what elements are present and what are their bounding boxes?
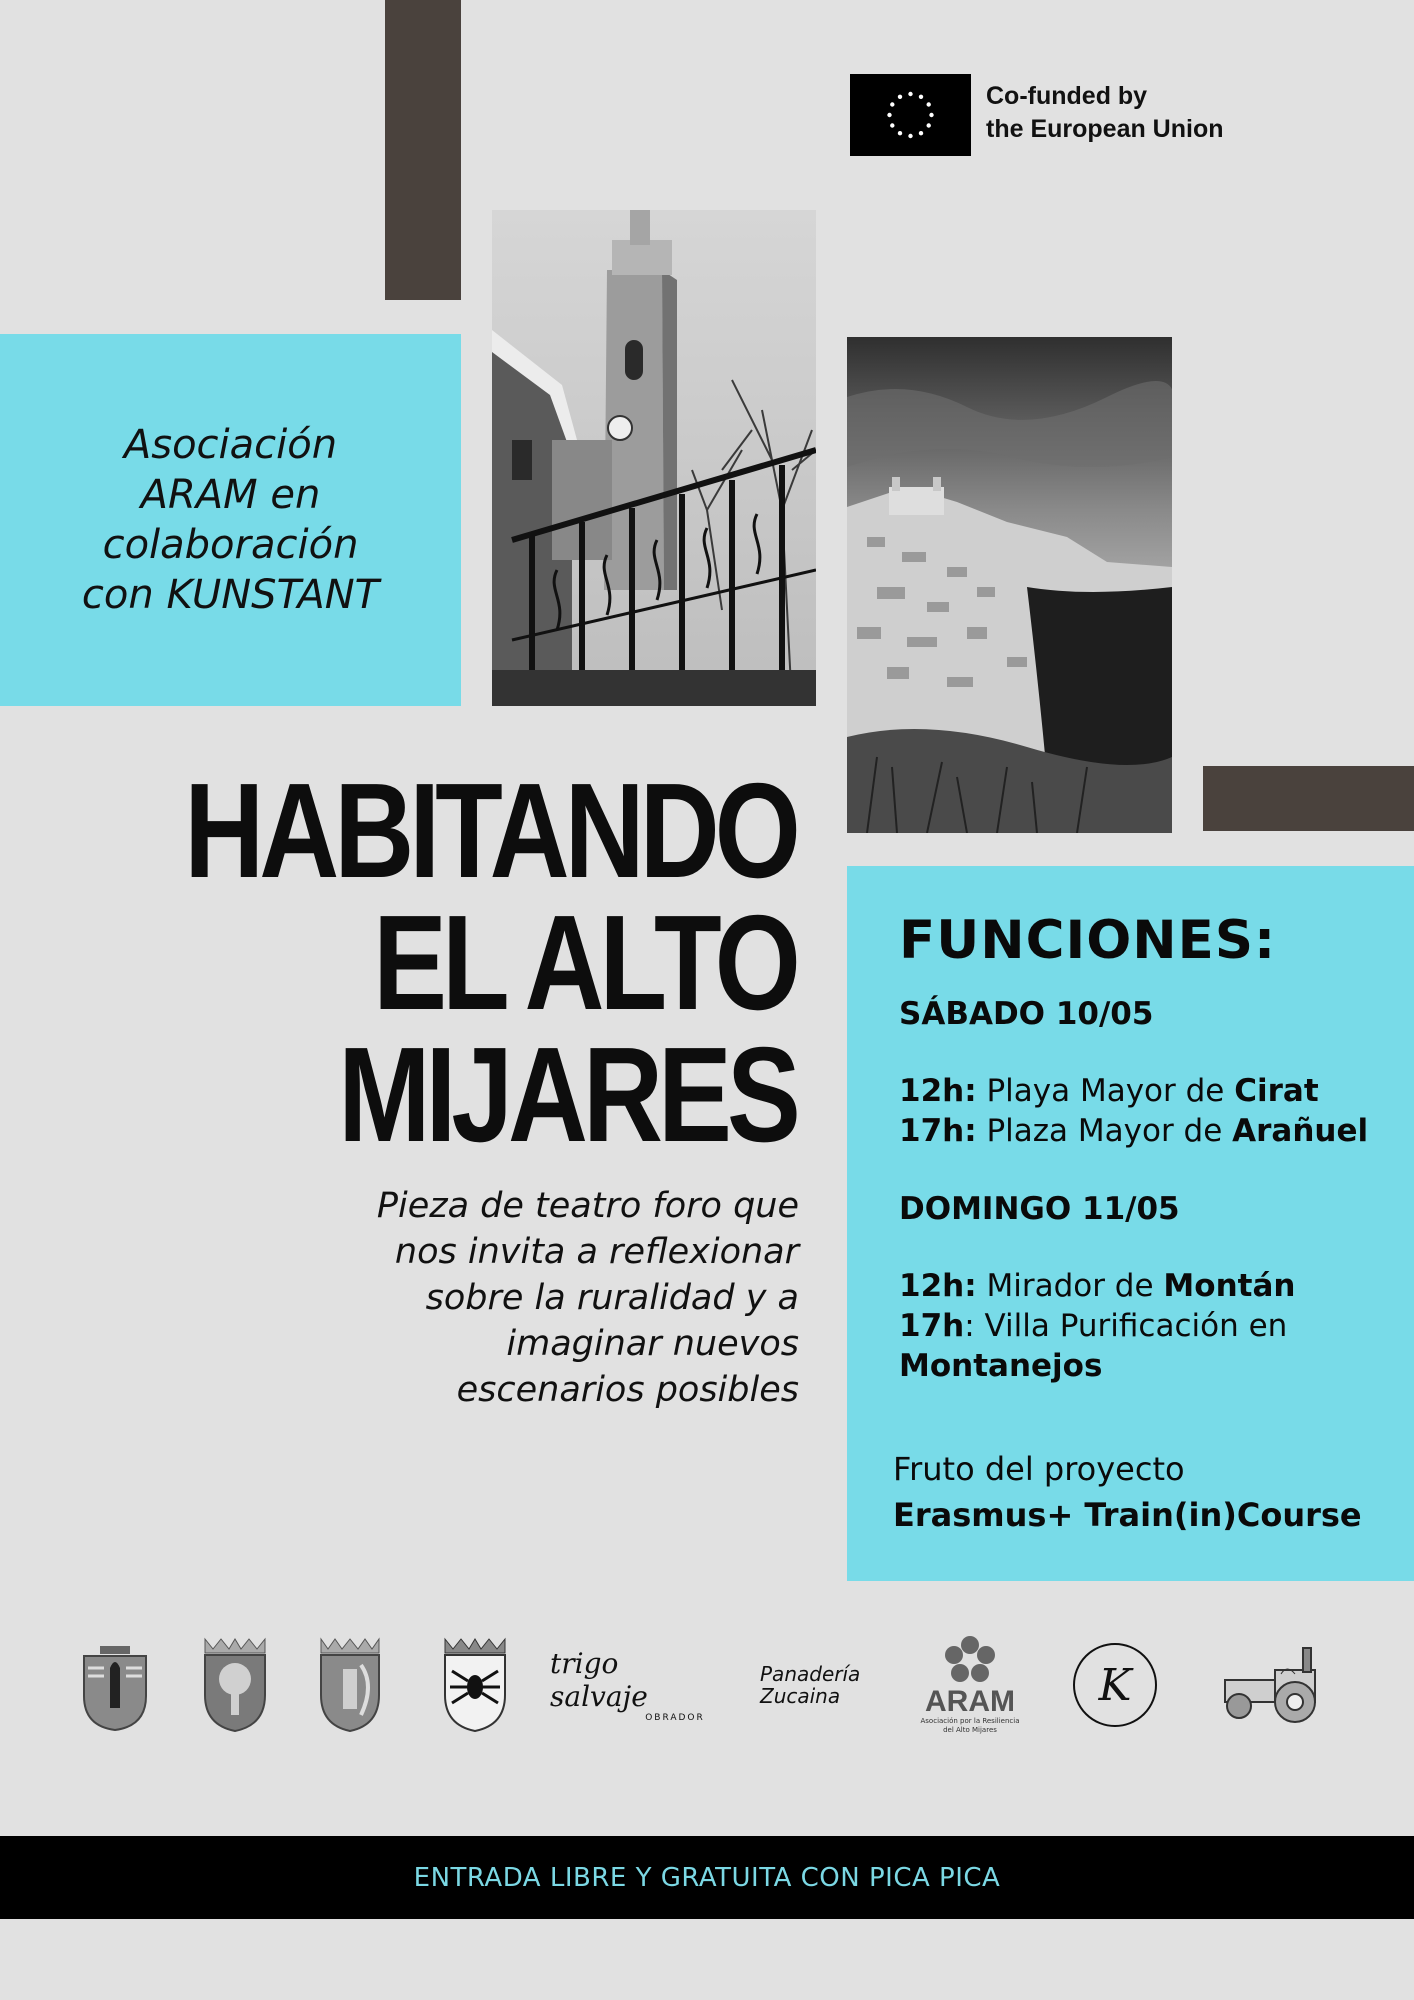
day-1-label: SÁBADO 10/05 bbox=[899, 996, 1154, 1032]
panaderia-zucaina-logo bbox=[760, 1625, 885, 1745]
coat-of-arms-spider-icon bbox=[435, 1625, 515, 1745]
right-brown-bar bbox=[1203, 766, 1414, 831]
event-place: Arañuel bbox=[1232, 1113, 1369, 1149]
event-text: Mirador de bbox=[976, 1268, 1164, 1304]
coat-of-arms-tower-icon bbox=[315, 1625, 385, 1745]
aram-sub-2: del Alto Mijares bbox=[943, 1726, 997, 1734]
eu-line-2: the European Union bbox=[986, 115, 1224, 143]
event-text: Plaza Mayor de bbox=[976, 1113, 1233, 1149]
event-title bbox=[184, 755, 796, 1170]
association-line: Asociación bbox=[123, 422, 338, 468]
day-2-label: DOMINGO 11/05 bbox=[899, 1191, 1180, 1227]
aram-sub-1: Asociación por la Resiliencia bbox=[920, 1717, 1020, 1725]
aram-logo bbox=[910, 1625, 1030, 1745]
event-description bbox=[279, 1183, 799, 1413]
schedule-event bbox=[899, 1306, 1287, 1346]
event-place: Montanejos bbox=[899, 1348, 1103, 1384]
schedule-event bbox=[899, 1111, 1368, 1151]
trigo-salvaje-logo bbox=[550, 1625, 720, 1745]
panaderia-line-2: Zucaina bbox=[760, 1684, 841, 1708]
project-credit bbox=[893, 1446, 1362, 1538]
coat-of-arms-tree-icon bbox=[195, 1625, 275, 1745]
aram-flower-icon bbox=[942, 1635, 998, 1687]
event-text: Playa Mayor de bbox=[976, 1073, 1235, 1109]
kunstant-logo bbox=[1070, 1625, 1160, 1745]
event-place: Cirat bbox=[1234, 1073, 1319, 1109]
tractor-illustration-icon bbox=[1210, 1625, 1340, 1745]
schedule-event bbox=[899, 1071, 1319, 1111]
coat-of-arms-cirat-icon bbox=[80, 1625, 150, 1745]
event-time: 17h bbox=[899, 1308, 965, 1344]
footer-banner bbox=[0, 1836, 1414, 1919]
association-line: ARAM en bbox=[140, 472, 321, 518]
description-line: imaginar nuevos bbox=[506, 1324, 799, 1364]
event-place: Montán bbox=[1163, 1268, 1296, 1304]
title-line: HABITANDO bbox=[184, 755, 796, 906]
eu-flag-logo bbox=[850, 74, 971, 156]
schedule-event bbox=[899, 1266, 1295, 1306]
description-line: sobre la ruralidad y a bbox=[425, 1278, 799, 1318]
panaderia-line-1: Panadería bbox=[760, 1662, 861, 1686]
association-line: colaboración bbox=[102, 522, 359, 568]
event-time: 17h: bbox=[899, 1113, 977, 1149]
project-credit-line: Fruto del proyecto bbox=[893, 1450, 1185, 1488]
event-time: 12h: bbox=[899, 1073, 977, 1109]
event-text: : Villa Purificación en bbox=[964, 1308, 1288, 1344]
trigo-salvaje-sub: OBRADOR bbox=[645, 1713, 705, 1723]
town-landscape-photo bbox=[847, 337, 1172, 833]
schedule-heading: FUNCIONES: bbox=[899, 910, 1277, 971]
eu-cofunded-text bbox=[986, 80, 1224, 146]
association-box bbox=[0, 334, 461, 706]
description-line: Pieza de teatro foro que bbox=[376, 1186, 799, 1226]
association-line: con KUNSTANT bbox=[81, 572, 380, 618]
description-line: escenarios posibles bbox=[456, 1370, 799, 1410]
project-name: Erasmus+ Train(in)Course bbox=[893, 1496, 1362, 1534]
sponsor-logos bbox=[70, 1625, 1360, 1745]
trigo-salvaje-name: trigo salvaje bbox=[550, 1647, 648, 1713]
top-brown-bar bbox=[385, 0, 461, 300]
event-time: 12h: bbox=[899, 1268, 977, 1304]
schedule-box bbox=[847, 866, 1414, 1581]
aram-name: ARAM bbox=[925, 1685, 1015, 1718]
title-line: EL ALTO bbox=[373, 887, 796, 1038]
eu-line-1: Co-funded by bbox=[986, 82, 1148, 110]
schedule-event-place bbox=[899, 1346, 1102, 1386]
title-line: MIJARES bbox=[338, 1019, 796, 1170]
description-line: nos invita a reflexionar bbox=[394, 1232, 799, 1272]
kunstant-letter: K bbox=[1073, 1643, 1157, 1727]
association-text bbox=[21, 420, 441, 620]
footer-text: ENTRADA LIBRE Y GRATUITA CON PICA PICA bbox=[413, 1862, 1001, 1893]
church-tower-photo bbox=[492, 210, 816, 706]
